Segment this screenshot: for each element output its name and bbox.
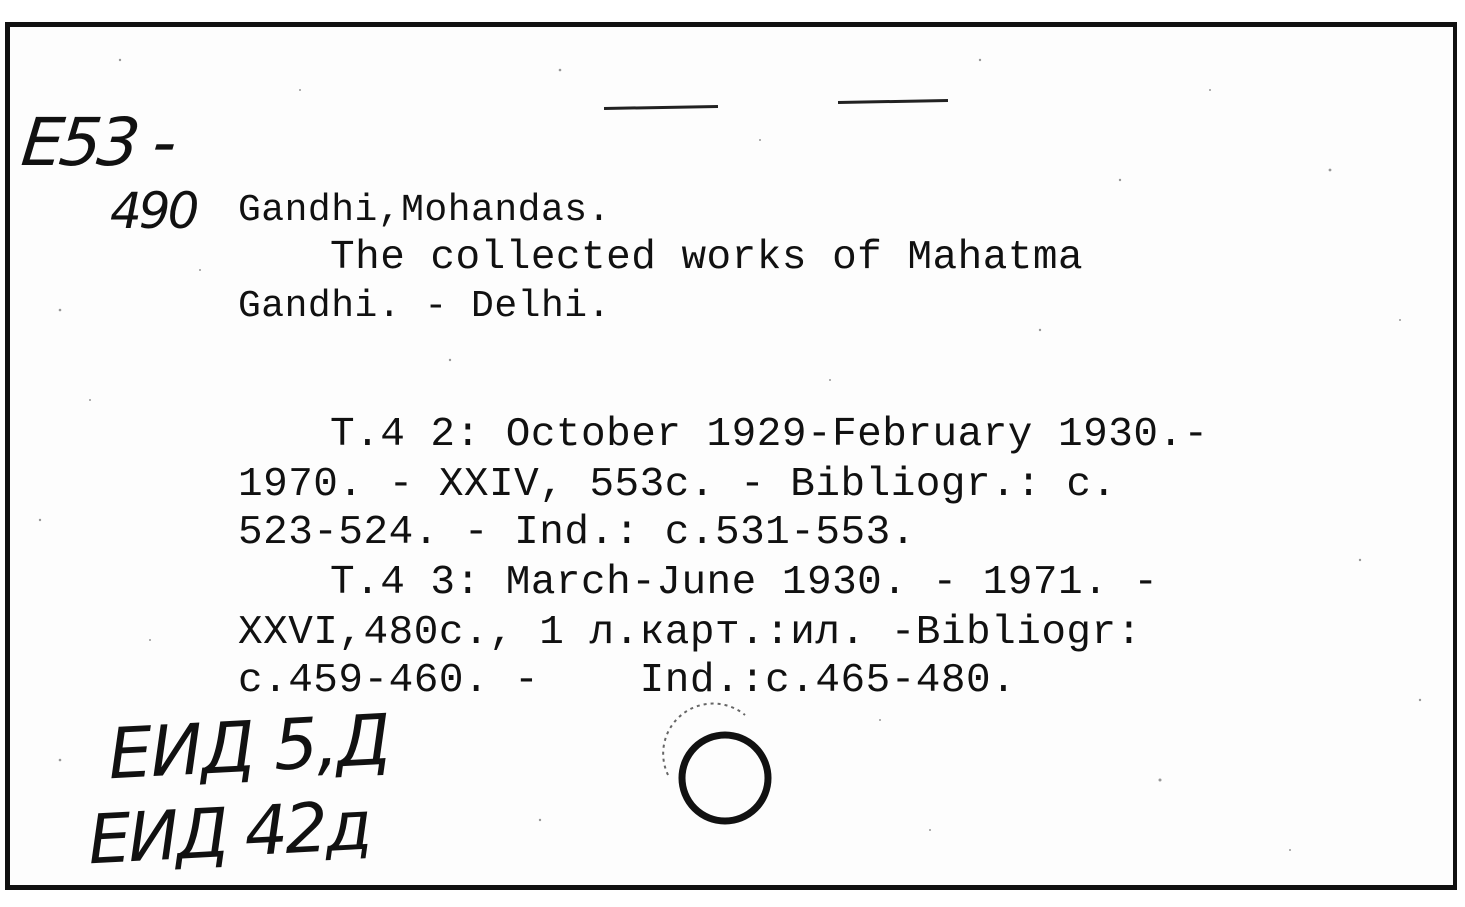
author-heading: Gandhi,Mohandas. [238, 189, 611, 232]
volume-42-line-3: 523-524. - Ind.: c.531-553. [238, 510, 916, 556]
shelfmark-line2: 490 [110, 182, 197, 240]
title-line-1: The collected works of Mahatma [330, 235, 1084, 281]
title-line-2: Gandhi. - Delhi. [238, 285, 611, 328]
volume-43-line-3: c.459-460. - Ind.:c.465-480. [238, 658, 1017, 704]
shelfmark-line1: E53 - [18, 104, 177, 181]
punch-hole-icon [650, 700, 790, 830]
volume-43-line-1: T.4 3: March-June 1930. - 1971. - [330, 560, 1159, 606]
volume-43-line-2: XXVI,480c., 1 л.карт.:ил. -Bibliogr: [238, 610, 1142, 656]
volume-42-line-2: 1970. - XXIV, 553c. - Bibliogr.: c. [238, 462, 1117, 508]
volume-42-line-1: T.4 2: October 1929-February 1930.- [330, 412, 1209, 458]
handwritten-note-1: ЕИД 5,Д [106, 698, 391, 796]
handwritten-note-2: ЕИД 42д [86, 786, 371, 881]
